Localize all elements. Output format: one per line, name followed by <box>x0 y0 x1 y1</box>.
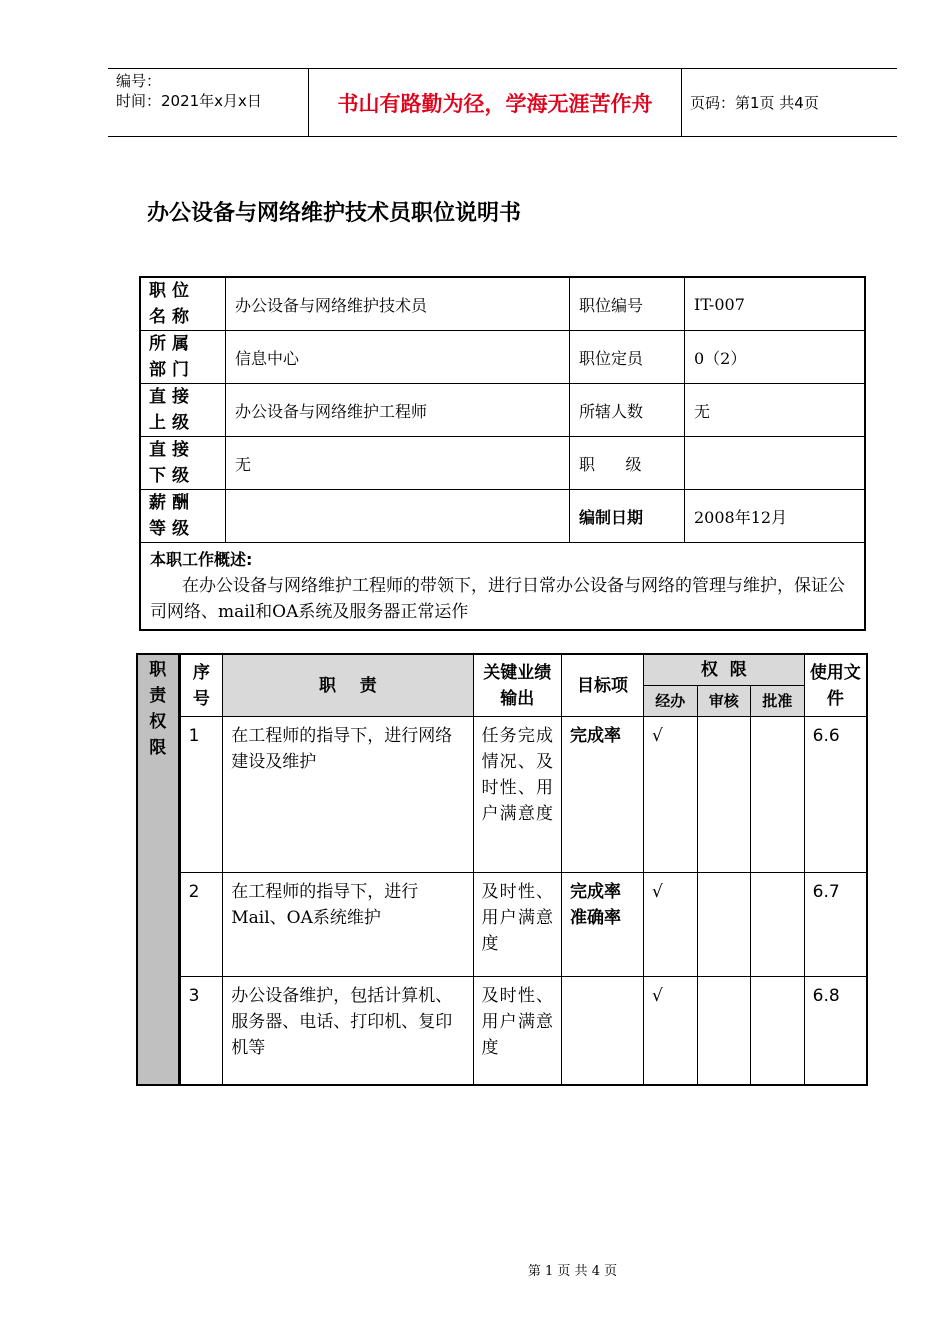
info-value <box>226 490 570 543</box>
page-header <box>108 68 897 137</box>
col-review: 审核 <box>697 686 751 717</box>
row-kpi: 及时性、用户满意度 <box>473 977 562 1085</box>
col-duty: 职 责 <box>223 654 473 717</box>
row-seq: 1 <box>179 717 223 873</box>
footer-page-number: 第 1 页 共 4 页 <box>527 1264 618 1279</box>
info-row <box>140 277 865 331</box>
row-review <box>697 717 751 873</box>
info-value-2: 无 <box>685 384 866 437</box>
col-authority: 权 限 <box>643 654 804 686</box>
info-label-2: 职 级 <box>570 437 685 490</box>
row-review <box>697 873 751 977</box>
col-seq <box>179 654 223 717</box>
info-label-2: 编制日期 <box>570 490 685 543</box>
table-row <box>137 977 867 1085</box>
info-value: 无 <box>226 437 570 490</box>
info-value-2: 2008年12月 <box>685 490 866 543</box>
info-label: 薪酬等级 <box>140 490 226 543</box>
row-handle: √ <box>643 977 697 1085</box>
row-goal: 完成率准确率 <box>562 873 644 977</box>
info-value: 信息中心 <box>226 331 570 384</box>
row-seq: 2 <box>179 873 223 977</box>
row-approve <box>751 873 805 977</box>
header-page-info: 页码：第1页 共4页 <box>690 94 819 112</box>
info-row <box>140 490 865 543</box>
info-row <box>140 331 865 384</box>
info-label-2: 职位定员 <box>570 331 685 384</box>
duty-authority-table <box>136 653 868 1086</box>
info-value-2: IT-007 <box>685 277 866 331</box>
code-label: 编号： <box>116 72 162 90</box>
info-row <box>140 437 865 490</box>
col-doc: 使用文件 <box>804 654 867 717</box>
col-kpi: 关键业绩输出 <box>473 654 562 717</box>
row-kpi: 任务完成情况、及时性、用户满意度 <box>473 717 562 873</box>
info-value-2 <box>685 437 866 490</box>
col-handle: 经办 <box>643 686 697 717</box>
summary-cell <box>140 543 865 631</box>
row-approve <box>751 717 805 873</box>
info-label: 职位名称 <box>140 277 226 331</box>
info-value-2: 0（2） <box>685 331 866 384</box>
info-label-2: 职位编号 <box>570 277 685 331</box>
row-handle: √ <box>643 717 697 873</box>
info-label-2: 所辖人数 <box>570 384 685 437</box>
duty-header-row <box>137 654 867 686</box>
info-label: 直接下级 <box>140 437 226 490</box>
table-row <box>137 873 867 977</box>
info-label: 直接上级 <box>140 384 226 437</box>
row-handle: √ <box>643 873 697 977</box>
side-label <box>137 654 179 1085</box>
position-info-table <box>139 276 866 631</box>
info-row <box>140 384 865 437</box>
row-doc: 6.6 <box>804 717 867 873</box>
col-seq-text: 序号 <box>192 662 210 709</box>
info-value: 办公设备与网络维护工程师 <box>226 384 570 437</box>
summary-title: 本职工作概述: <box>150 550 253 569</box>
info-value: 办公设备与网络维护技术员 <box>226 277 570 331</box>
row-duty: 办公设备维护，包括计算机、服务器、电话、打印机、复印机等 <box>223 977 473 1085</box>
row-approve <box>751 977 805 1085</box>
side-label-text: 职责权限 <box>149 660 167 758</box>
info-label: 所属部门 <box>140 331 226 384</box>
page-footer <box>0 1260 950 1279</box>
date-label: 时间：2021年x月x日 <box>116 92 262 110</box>
col-approve: 批准 <box>751 686 805 717</box>
header-meta <box>108 69 308 136</box>
row-doc: 6.7 <box>804 873 867 977</box>
col-goal: 目标项 <box>562 654 644 717</box>
row-goal: 完成率 <box>562 717 644 873</box>
row-goal <box>562 977 644 1085</box>
row-review <box>697 977 751 1085</box>
document-title: 办公设备与网络维护技术员职位说明书 <box>147 201 522 226</box>
row-seq: 3 <box>179 977 223 1085</box>
summary-row <box>140 543 865 631</box>
row-duty: 在工程师的指导下，进行Mail、OA系统维护 <box>223 873 473 977</box>
table-row <box>137 717 867 873</box>
row-kpi: 及时性、用户满意度 <box>473 873 562 977</box>
row-doc: 6.8 <box>804 977 867 1085</box>
header-motto: 书山有路勤为径，学海无涯苦作舟 <box>308 69 682 136</box>
row-duty: 在工程师的指导下，进行网络建设及维护 <box>223 717 473 873</box>
summary-text: 在办公设备与网络维护工程师的带领下，进行日常办公设备与网络的管理与维护，保证公司网络、mail和OA系统及服务器正常运作 <box>150 576 845 622</box>
